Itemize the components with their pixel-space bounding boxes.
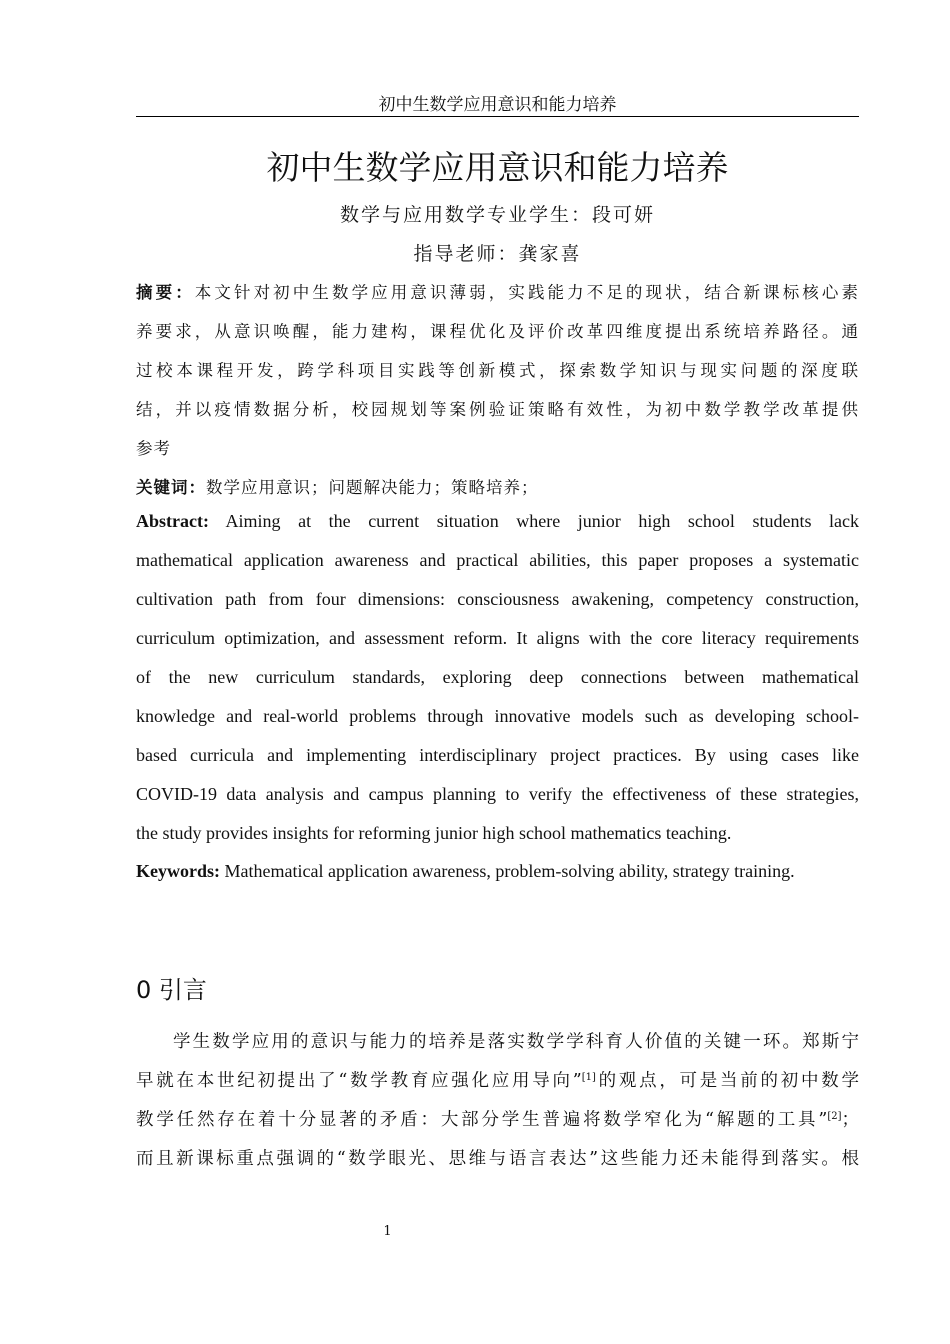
- citation-1[interactable]: [1]: [581, 1072, 596, 1083]
- abstract-en-line: mathematical application awareness and practical abilities, this paper proposes a systematic: [136, 550, 859, 570]
- section-heading: 0 引言: [136, 976, 207, 1004]
- intro-line: 学生数学应用的意识与能力的培养是落实数学学科育人价值的关键一环。郑斯宁: [173, 1032, 859, 1052]
- abstract-cn-label: 摘要：: [136, 283, 195, 302]
- intro-text: 的观点，可是当前的初中数学: [595, 1071, 859, 1091]
- abstract-en-line: curriculum optimization, and assessment reform. It aligns with the core literacy requirements: [136, 628, 859, 648]
- keywords-en-text: Mathematical application awareness, problem-solving ability, strategy training.: [220, 861, 795, 881]
- abstract-en-line: based curricula and implementing interdisciplinary project practices. By using cases like: [136, 745, 859, 765]
- abstract-en-line: COVID-19 data analysis and campus planning to verify the effectiveness of these strategies,: [136, 784, 859, 804]
- abstract-en-line: of the new curriculum standards, exploring deep connections between mathematical: [136, 667, 859, 687]
- advisor-line: 指导老师：龚家喜: [413, 243, 582, 265]
- page-number: 1: [383, 1224, 392, 1239]
- abstract-en: [136, 502, 859, 890]
- abstract-cn-line: 养要求，从意识唤醒，能力建构，课程优化及评价改革四维度提出系统培养路径。通: [136, 322, 859, 341]
- abstract-cn-line: 参考: [136, 439, 171, 458]
- citation-2[interactable]: [2]: [827, 1111, 842, 1122]
- intro-line: 而且新课标重点强调的“数学眼光、思维与语言表达”这些能力还未能得到落实。根: [136, 1149, 859, 1169]
- author-line: 数学与应用数学专业学生：段可妍: [339, 204, 655, 226]
- abstract-cn: [136, 273, 859, 507]
- abstract-cn-line: 本文针对初中生数学应用意识薄弱，实践能力不足的现状，结合新课标核心素: [194, 283, 859, 302]
- page-title: 初中生数学应用意识和能力培养: [266, 148, 729, 187]
- keywords-en-label: Keywords:: [136, 861, 220, 881]
- abstract-en-line: Aiming at the current situation where junior high school students lack: [208, 511, 859, 531]
- abstract-cn-line: 结，并以疫情数据分析，校园规划等案例验证策略有效性，为初中数学教学改革提供: [136, 400, 859, 419]
- keywords-en: [136, 853, 859, 890]
- keywords-cn-label: 关键词：: [136, 478, 206, 497]
- abstract-en-label: Abstract:: [136, 511, 209, 531]
- abstract-en-line: the study provides insights for reforming junior high school mathematics teaching.: [136, 823, 732, 843]
- running-header: 初中生数学应用意识和能力培养: [136, 90, 859, 117]
- intro-line: [136, 1101, 859, 1140]
- intro-line: [136, 1062, 859, 1101]
- intro-text: ；: [841, 1110, 859, 1130]
- intro-paragraph: [136, 1023, 859, 1179]
- intro-text: 教学任然存在着十分显著的矛盾：大部分学生普遍将数学窄化为“解题的工具”: [136, 1110, 828, 1130]
- keywords-cn-text: 数学应用意识；问题解决能力；策略培养；: [206, 478, 539, 497]
- abstract-en-line: knowledge and real-world problems through innovative models such as developing school-: [136, 706, 859, 726]
- abstract-en-line: cultivation path from four dimensions: consciousness awakening, competency construction,: [136, 589, 859, 609]
- abstract-cn-line: 过校本课程开发，跨学科项目实践等创新模式，探索数学知识与现实问题的深度联: [136, 361, 859, 380]
- intro-text: 早就在本世纪初提出了“数学教育应强化应用导向”: [136, 1071, 582, 1091]
